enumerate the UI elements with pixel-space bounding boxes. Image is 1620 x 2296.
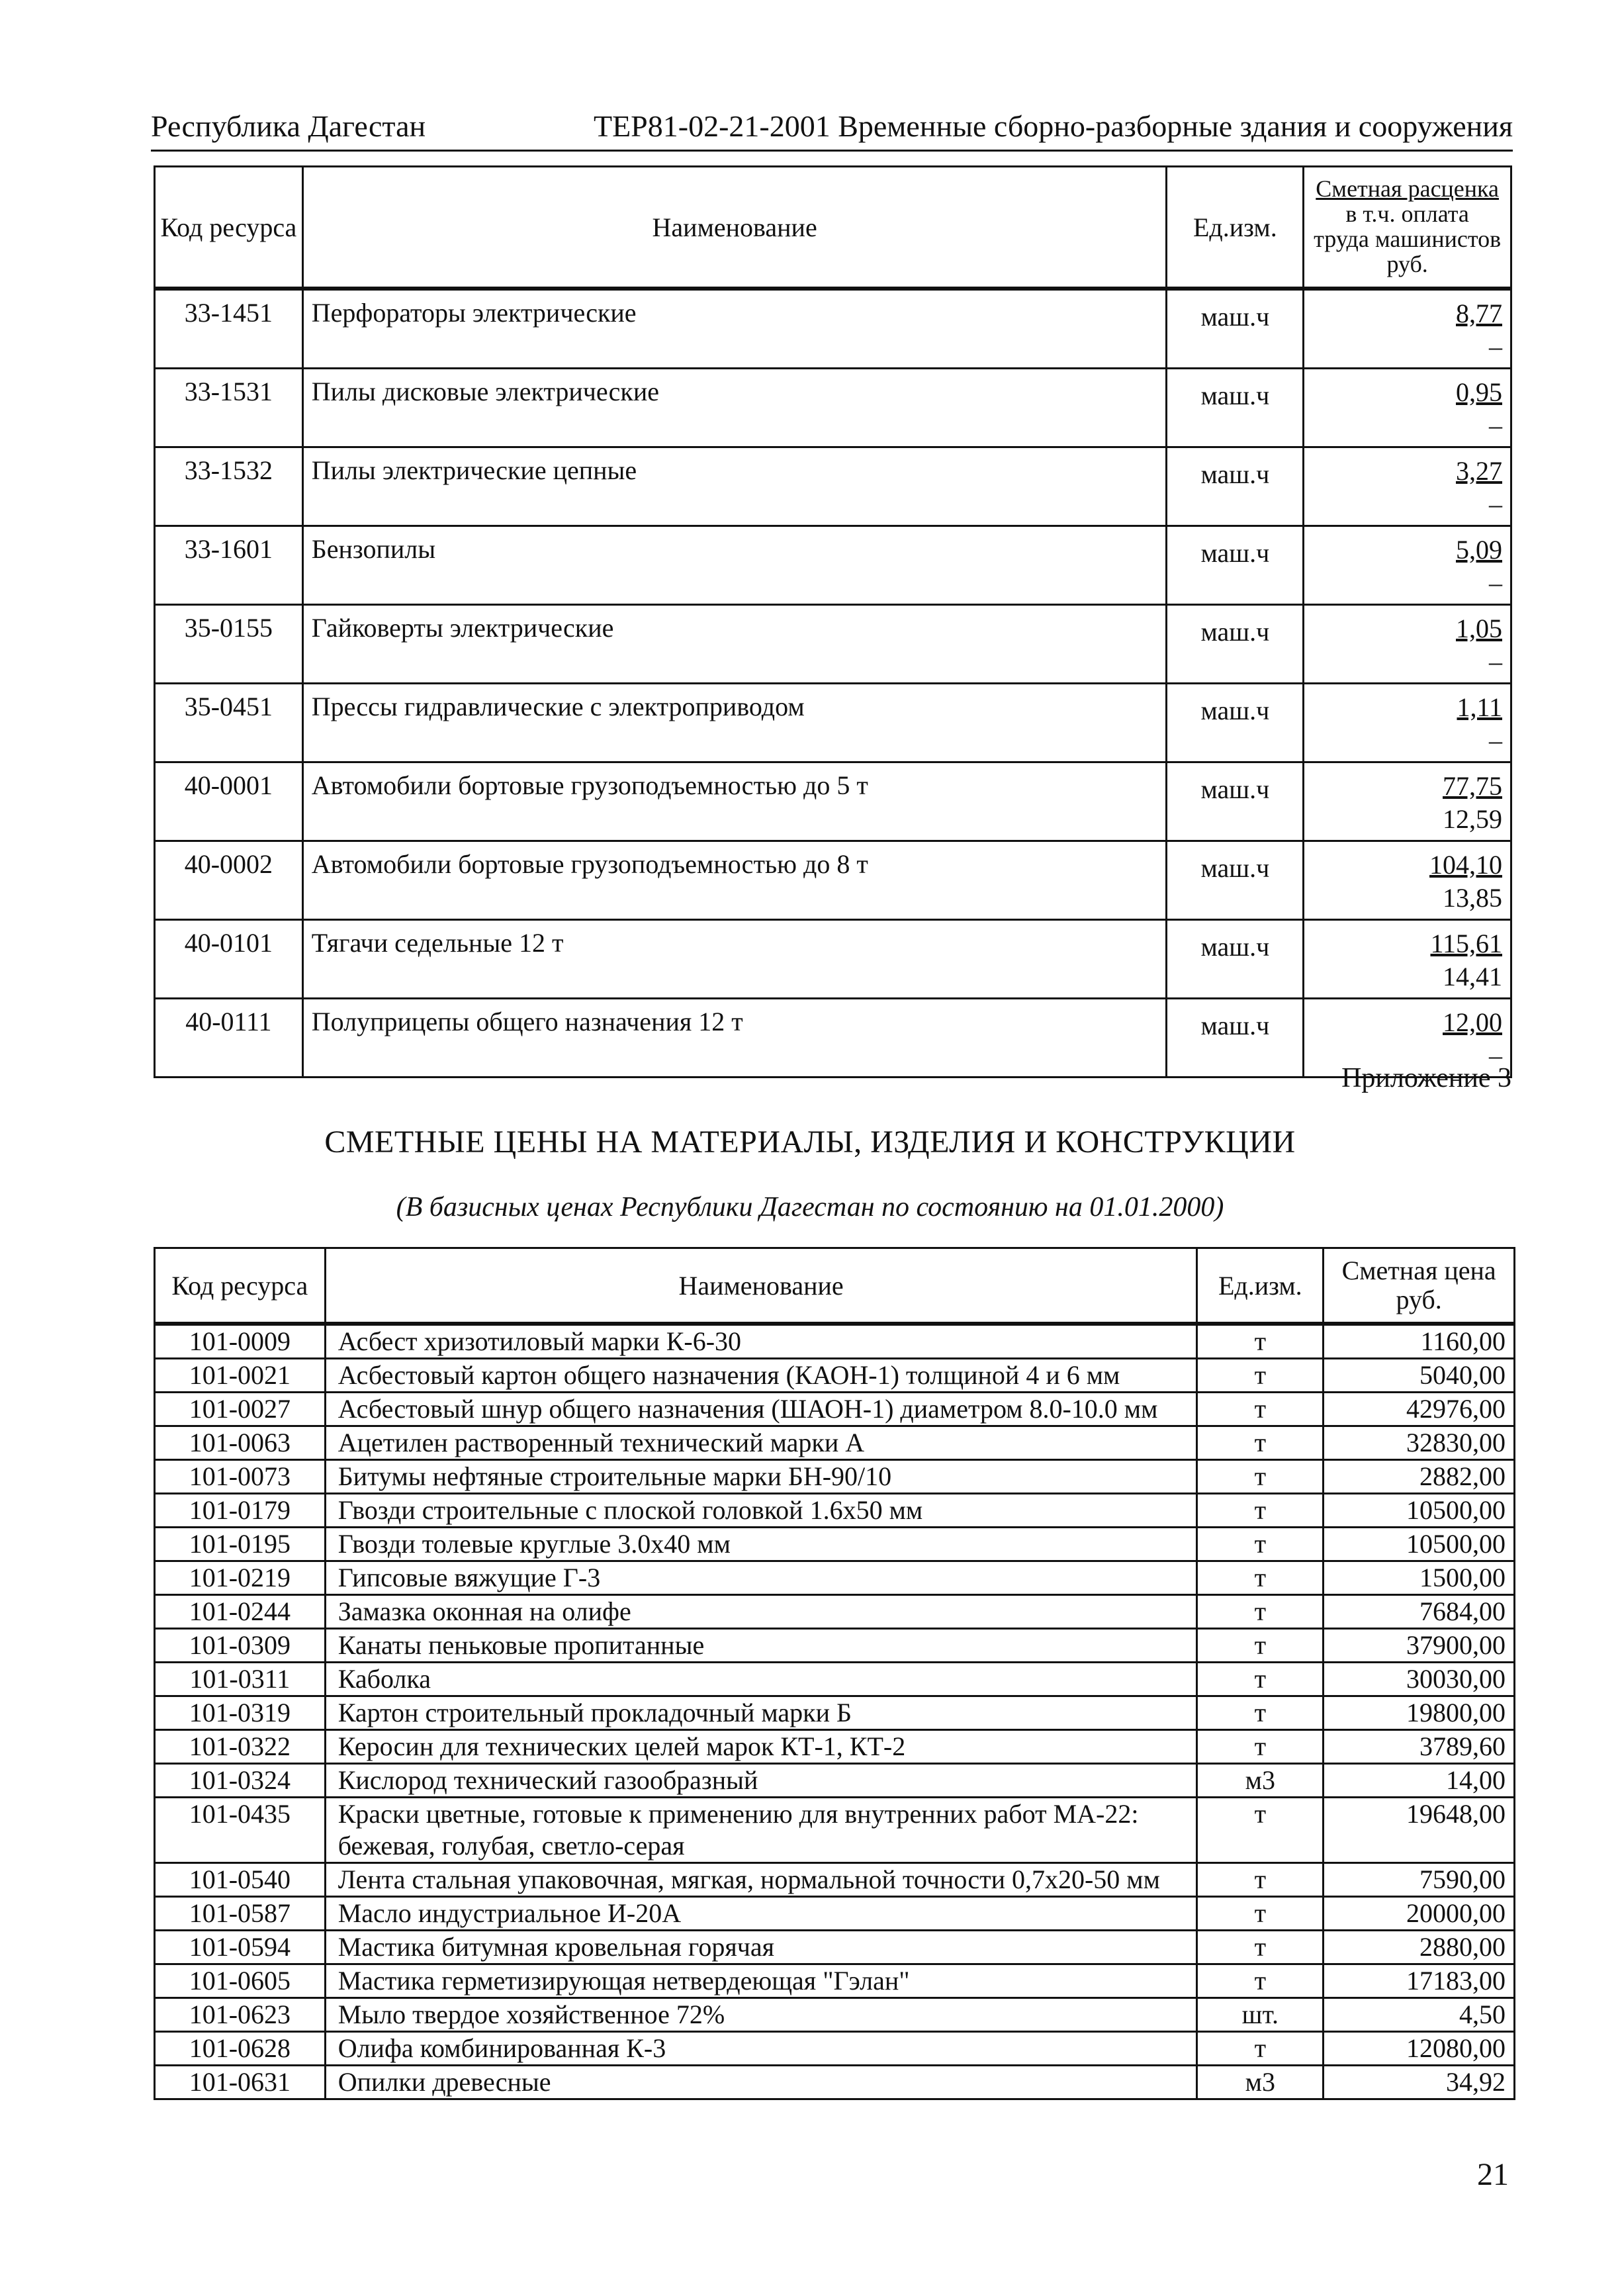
unit-of-measure: маш.ч bbox=[1167, 841, 1304, 920]
resource-name: Олифа комбинированная К-3 bbox=[325, 2032, 1197, 2066]
estimated-price: 30030,00 bbox=[1324, 1663, 1515, 1696]
column-header-name: Наименование bbox=[302, 167, 1167, 289]
price-header-line1: Сметная цена bbox=[1341, 1256, 1496, 1285]
resource-code: 33-1451 bbox=[155, 289, 303, 369]
column-header-name: Наименование bbox=[325, 1248, 1197, 1324]
machine-price: 1,05 bbox=[1456, 614, 1502, 643]
resource-code: 101-0631 bbox=[155, 2066, 326, 2099]
estimated-price: 7590,00 bbox=[1324, 1863, 1515, 1897]
resource-name: Лента стальная упаковочная, мягкая, нормальной точности 0,7х20-50 мм bbox=[325, 1863, 1197, 1897]
resource-name: Асбестовый шнур общего назначения (ШАОН-1) диаметром 8.0-10.0 мм bbox=[325, 1393, 1197, 1426]
estimated-price: 37900,00 bbox=[1324, 1629, 1515, 1663]
operator-labor-cost: – bbox=[1489, 410, 1502, 440]
resource-code: 101-0219 bbox=[155, 1561, 326, 1595]
table-row bbox=[155, 1629, 1515, 1663]
table-row bbox=[155, 841, 1511, 920]
operator-labor-cost: – bbox=[1489, 489, 1502, 519]
estimated-price: 10500,00 bbox=[1324, 1528, 1515, 1561]
resource-code: 40-0001 bbox=[155, 762, 303, 841]
header-document-title: ТЕР81-02-21-2001 Временные сборно-разборные здания и сооружения bbox=[593, 109, 1513, 143]
operator-labor-cost: – bbox=[1489, 1040, 1502, 1070]
resource-name: Масло индустриальное И-20А bbox=[325, 1897, 1197, 1931]
resource-name: Полуприцепы общего назначения 12 т bbox=[302, 999, 1167, 1078]
estimated-price: 5040,00 bbox=[1324, 1359, 1515, 1393]
estimated-price: 12080,00 bbox=[1324, 2032, 1515, 2066]
table-row bbox=[155, 1931, 1515, 1964]
resource-name: Опилки древесные bbox=[325, 2066, 1197, 2099]
appendix-label: Приложение 3 bbox=[1341, 1063, 1511, 1093]
operator-labor-cost: – bbox=[1489, 647, 1502, 676]
machine-price: 1,11 bbox=[1457, 692, 1502, 722]
table-row bbox=[155, 684, 1511, 762]
unit-of-measure: маш.ч bbox=[1167, 526, 1304, 605]
unit-of-measure: т bbox=[1197, 1629, 1324, 1663]
unit-of-measure: т bbox=[1197, 1897, 1324, 1931]
resource-code: 101-0311 bbox=[155, 1663, 326, 1696]
table-row bbox=[155, 1359, 1515, 1393]
unit-of-measure: маш.ч bbox=[1167, 289, 1304, 369]
resource-code: 101-0027 bbox=[155, 1393, 326, 1426]
machine-price: 5,09 bbox=[1456, 535, 1502, 565]
estimated-price: 3789,60 bbox=[1324, 1730, 1515, 1764]
resource-code: 40-0101 bbox=[155, 920, 303, 999]
price-header-line2: руб. bbox=[1396, 1285, 1442, 1314]
unit-of-measure: т bbox=[1197, 1663, 1324, 1696]
price-cell bbox=[1304, 526, 1511, 605]
price-cell bbox=[1304, 605, 1511, 684]
page-number: 21 bbox=[1477, 2157, 1509, 2192]
estimated-price: 34,92 bbox=[1324, 2066, 1515, 2099]
resource-code: 101-0540 bbox=[155, 1863, 326, 1897]
resource-name: Прессы гидравлические с электроприводом bbox=[302, 684, 1167, 762]
resource-name: Пилы дисковые электрические bbox=[302, 369, 1167, 447]
price-cell bbox=[1304, 369, 1511, 447]
unit-of-measure: маш.ч bbox=[1167, 762, 1304, 841]
resource-name: Бензопилы bbox=[302, 526, 1167, 605]
unit-of-measure: маш.ч bbox=[1167, 684, 1304, 762]
column-header-code: Код ресурса bbox=[155, 167, 303, 289]
resource-code: 101-0021 bbox=[155, 1359, 326, 1393]
unit-of-measure: маш.ч bbox=[1167, 369, 1304, 447]
table-row bbox=[155, 1764, 1515, 1798]
resource-name: Мастика герметизирующая нетвердеющая "Гэлан" bbox=[325, 1964, 1197, 1998]
table-row bbox=[155, 1393, 1515, 1426]
estimated-price: 17183,00 bbox=[1324, 1964, 1515, 1998]
resource-name: Ацетилен растворенный технический марки А bbox=[325, 1426, 1197, 1460]
resource-code: 35-0451 bbox=[155, 684, 303, 762]
materials-table bbox=[154, 1247, 1515, 2100]
unit-of-measure: маш.ч bbox=[1167, 605, 1304, 684]
resource-name: Каболка bbox=[325, 1663, 1197, 1696]
unit-of-measure: т bbox=[1197, 1863, 1324, 1897]
resource-code: 101-0587 bbox=[155, 1897, 326, 1931]
table-row bbox=[155, 289, 1511, 369]
resource-code: 101-0179 bbox=[155, 1494, 326, 1528]
resource-name: Керосин для технических целей марок КТ-1, КТ-2 bbox=[325, 1730, 1197, 1764]
price-header-line3: труда машинистов bbox=[1314, 226, 1502, 252]
estimated-price: 1500,00 bbox=[1324, 1561, 1515, 1595]
table-row bbox=[155, 369, 1511, 447]
estimated-price: 14,00 bbox=[1324, 1764, 1515, 1798]
resource-name: Мастика битумная кровельная горячая bbox=[325, 1931, 1197, 1964]
machines-table bbox=[154, 165, 1512, 1078]
table-header-row bbox=[155, 1248, 1515, 1324]
unit-of-measure: т bbox=[1197, 1798, 1324, 1863]
resource-code: 101-0073 bbox=[155, 1460, 326, 1494]
resource-code: 101-0322 bbox=[155, 1730, 326, 1764]
table-row bbox=[155, 1528, 1515, 1561]
resource-code: 101-0195 bbox=[155, 1528, 326, 1561]
unit-of-measure: т bbox=[1197, 1494, 1324, 1528]
table-row bbox=[155, 1798, 1515, 1863]
resource-code: 101-0435 bbox=[155, 1798, 326, 1863]
table-row bbox=[155, 526, 1511, 605]
table-row bbox=[155, 762, 1511, 841]
machine-price: 115,61 bbox=[1430, 929, 1502, 958]
resource-code: 40-0111 bbox=[155, 999, 303, 1078]
unit-of-measure: т bbox=[1197, 1964, 1324, 1998]
price-header-line2: в т.ч. оплата bbox=[1345, 201, 1469, 228]
table-row bbox=[155, 1595, 1515, 1629]
resource-code: 35-0155 bbox=[155, 605, 303, 684]
machine-price: 8,77 bbox=[1456, 298, 1502, 328]
resource-code: 101-0623 bbox=[155, 1998, 326, 2032]
resource-name: Гайковерты электрические bbox=[302, 605, 1167, 684]
resource-name: Гвозди строительные с плоской головкой 1.6х50 мм bbox=[325, 1494, 1197, 1528]
section-title: СМЕТНЫЕ ЦЕНЫ НА МАТЕРИАЛЫ, ИЗДЕЛИЯ И КОНСТРУКЦИИ bbox=[324, 1125, 1296, 1160]
table-row bbox=[155, 447, 1511, 526]
resource-code: 101-0594 bbox=[155, 1931, 326, 1964]
unit-of-measure: м3 bbox=[1197, 2066, 1324, 2099]
unit-of-measure: маш.ч bbox=[1167, 920, 1304, 999]
resource-name: Автомобили бортовые грузоподъемностью до 5 т bbox=[302, 762, 1167, 841]
machine-price: 3,27 bbox=[1456, 456, 1502, 486]
resource-name: Краски цветные, готовые к применению для внутренних работ МА-22: бежевая, голубая, светло-серая bbox=[325, 1798, 1197, 1863]
unit-of-measure: т bbox=[1197, 1528, 1324, 1561]
table-header-row bbox=[155, 167, 1511, 289]
table-row bbox=[155, 1897, 1515, 1931]
resource-name: Тягачи седельные 12 т bbox=[302, 920, 1167, 999]
unit-of-measure: т bbox=[1197, 1696, 1324, 1730]
table-row bbox=[155, 2032, 1515, 2066]
estimated-price: 2880,00 bbox=[1324, 1931, 1515, 1964]
resource-code: 101-0324 bbox=[155, 1764, 326, 1798]
price-cell bbox=[1304, 289, 1511, 369]
operator-labor-cost: 12,59 bbox=[1443, 804, 1502, 834]
estimated-price: 7684,00 bbox=[1324, 1595, 1515, 1629]
unit-of-measure: маш.ч bbox=[1167, 999, 1304, 1078]
resource-code: 33-1532 bbox=[155, 447, 303, 526]
operator-labor-cost: – bbox=[1489, 568, 1502, 598]
table-row bbox=[155, 1460, 1515, 1494]
resource-code: 101-0063 bbox=[155, 1426, 326, 1460]
machine-price: 77,75 bbox=[1443, 771, 1502, 801]
resource-code: 33-1601 bbox=[155, 526, 303, 605]
unit-of-measure: т bbox=[1197, 1730, 1324, 1764]
table-row bbox=[155, 605, 1511, 684]
column-header-price bbox=[1304, 167, 1511, 289]
machine-price: 12,00 bbox=[1443, 1007, 1502, 1037]
resource-name: Пилы электрические цепные bbox=[302, 447, 1167, 526]
resource-name: Асбестовый картон общего назначения (КАОН-1) толщиной 4 и 6 мм bbox=[325, 1359, 1197, 1393]
unit-of-measure: т bbox=[1197, 1460, 1324, 1494]
price-header-line1: Сметная расценка bbox=[1316, 175, 1499, 203]
resource-code: 101-0605 bbox=[155, 1964, 326, 1998]
estimated-price: 32830,00 bbox=[1324, 1426, 1515, 1460]
resource-name: Мыло твердое хозяйственное 72% bbox=[325, 1998, 1197, 2032]
resource-name: Канаты пеньковые пропитанные bbox=[325, 1629, 1197, 1663]
resource-name: Гвозди толевые круглые 3.0х40 мм bbox=[325, 1528, 1197, 1561]
estimated-price: 10500,00 bbox=[1324, 1494, 1515, 1528]
column-header-unit: Ед.изм. bbox=[1197, 1248, 1324, 1324]
resource-name: Гипсовые вяжущие Г-3 bbox=[325, 1561, 1197, 1595]
resource-name: Асбест хризотиловый марки К-6-30 bbox=[325, 1324, 1197, 1359]
machine-price: 104,10 bbox=[1429, 850, 1502, 880]
table-row bbox=[155, 1863, 1515, 1897]
resource-code: 40-0002 bbox=[155, 841, 303, 920]
resource-code: 101-0319 bbox=[155, 1696, 326, 1730]
operator-labor-cost: – bbox=[1489, 725, 1502, 755]
resource-name: Перфораторы электрические bbox=[302, 289, 1167, 369]
estimated-price: 42976,00 bbox=[1324, 1393, 1515, 1426]
table-row bbox=[155, 1426, 1515, 1460]
section-subtitle: (В базисных ценах Республики Дагестан по состоянию на 01.01.2000) bbox=[396, 1192, 1224, 1222]
table-row bbox=[155, 920, 1511, 999]
estimated-price: 19648,00 bbox=[1324, 1798, 1515, 1863]
column-header-price bbox=[1324, 1248, 1515, 1324]
resource-code: 101-0009 bbox=[155, 1324, 326, 1359]
price-cell bbox=[1304, 762, 1511, 841]
unit-of-measure: т bbox=[1197, 1359, 1324, 1393]
unit-of-measure: т bbox=[1197, 1324, 1324, 1359]
table-row bbox=[155, 1964, 1515, 1998]
unit-of-measure: т bbox=[1197, 1595, 1324, 1629]
price-cell bbox=[1304, 920, 1511, 999]
table-row bbox=[155, 1730, 1515, 1764]
resource-code: 101-0244 bbox=[155, 1595, 326, 1629]
unit-of-measure: т bbox=[1197, 1426, 1324, 1460]
resource-code: 101-0628 bbox=[155, 2032, 326, 2066]
table-row bbox=[155, 999, 1511, 1078]
operator-labor-cost: – bbox=[1489, 332, 1502, 361]
estimated-price: 4,50 bbox=[1324, 1998, 1515, 2032]
unit-of-measure: м3 bbox=[1197, 1764, 1324, 1798]
table-row bbox=[155, 1324, 1515, 1359]
price-header-line4: руб. bbox=[1386, 250, 1428, 277]
resource-code: 101-0309 bbox=[155, 1629, 326, 1663]
unit-of-measure: т bbox=[1197, 1561, 1324, 1595]
table-row bbox=[155, 1561, 1515, 1595]
estimated-price: 2882,00 bbox=[1324, 1460, 1515, 1494]
machine-price: 0,95 bbox=[1456, 377, 1502, 407]
operator-labor-cost: 13,85 bbox=[1443, 883, 1502, 913]
unit-of-measure: т bbox=[1197, 2032, 1324, 2066]
table-row bbox=[155, 1494, 1515, 1528]
estimated-price: 1160,00 bbox=[1324, 1324, 1515, 1359]
table-row bbox=[155, 1663, 1515, 1696]
unit-of-measure: шт. bbox=[1197, 1998, 1324, 2032]
operator-labor-cost: 14,41 bbox=[1443, 962, 1502, 991]
price-cell bbox=[1304, 841, 1511, 920]
resource-name: Кислород технический газообразный bbox=[325, 1764, 1197, 1798]
resource-code: 33-1531 bbox=[155, 369, 303, 447]
column-header-code: Код ресурса bbox=[155, 1248, 326, 1324]
resource-name: Картон строительный прокладочный марки Б bbox=[325, 1696, 1197, 1730]
column-header-unit: Ед.изм. bbox=[1167, 167, 1304, 289]
unit-of-measure: т bbox=[1197, 1393, 1324, 1426]
unit-of-measure: т bbox=[1197, 1931, 1324, 1964]
table-row bbox=[155, 1696, 1515, 1730]
running-header bbox=[151, 106, 1513, 152]
resource-name: Замазка оконная на олифе bbox=[325, 1595, 1197, 1629]
table-row bbox=[155, 2066, 1515, 2099]
price-cell bbox=[1304, 447, 1511, 526]
estimated-price: 19800,00 bbox=[1324, 1696, 1515, 1730]
header-region: Республика Дагестан bbox=[151, 109, 426, 143]
resource-name: Автомобили бортовые грузоподъемностью до 8 т bbox=[302, 841, 1167, 920]
estimated-price: 20000,00 bbox=[1324, 1897, 1515, 1931]
unit-of-measure: маш.ч bbox=[1167, 447, 1304, 526]
price-cell bbox=[1304, 684, 1511, 762]
resource-name: Битумы нефтяные строительные марки БН-90/10 bbox=[325, 1460, 1197, 1494]
table-row bbox=[155, 1998, 1515, 2032]
